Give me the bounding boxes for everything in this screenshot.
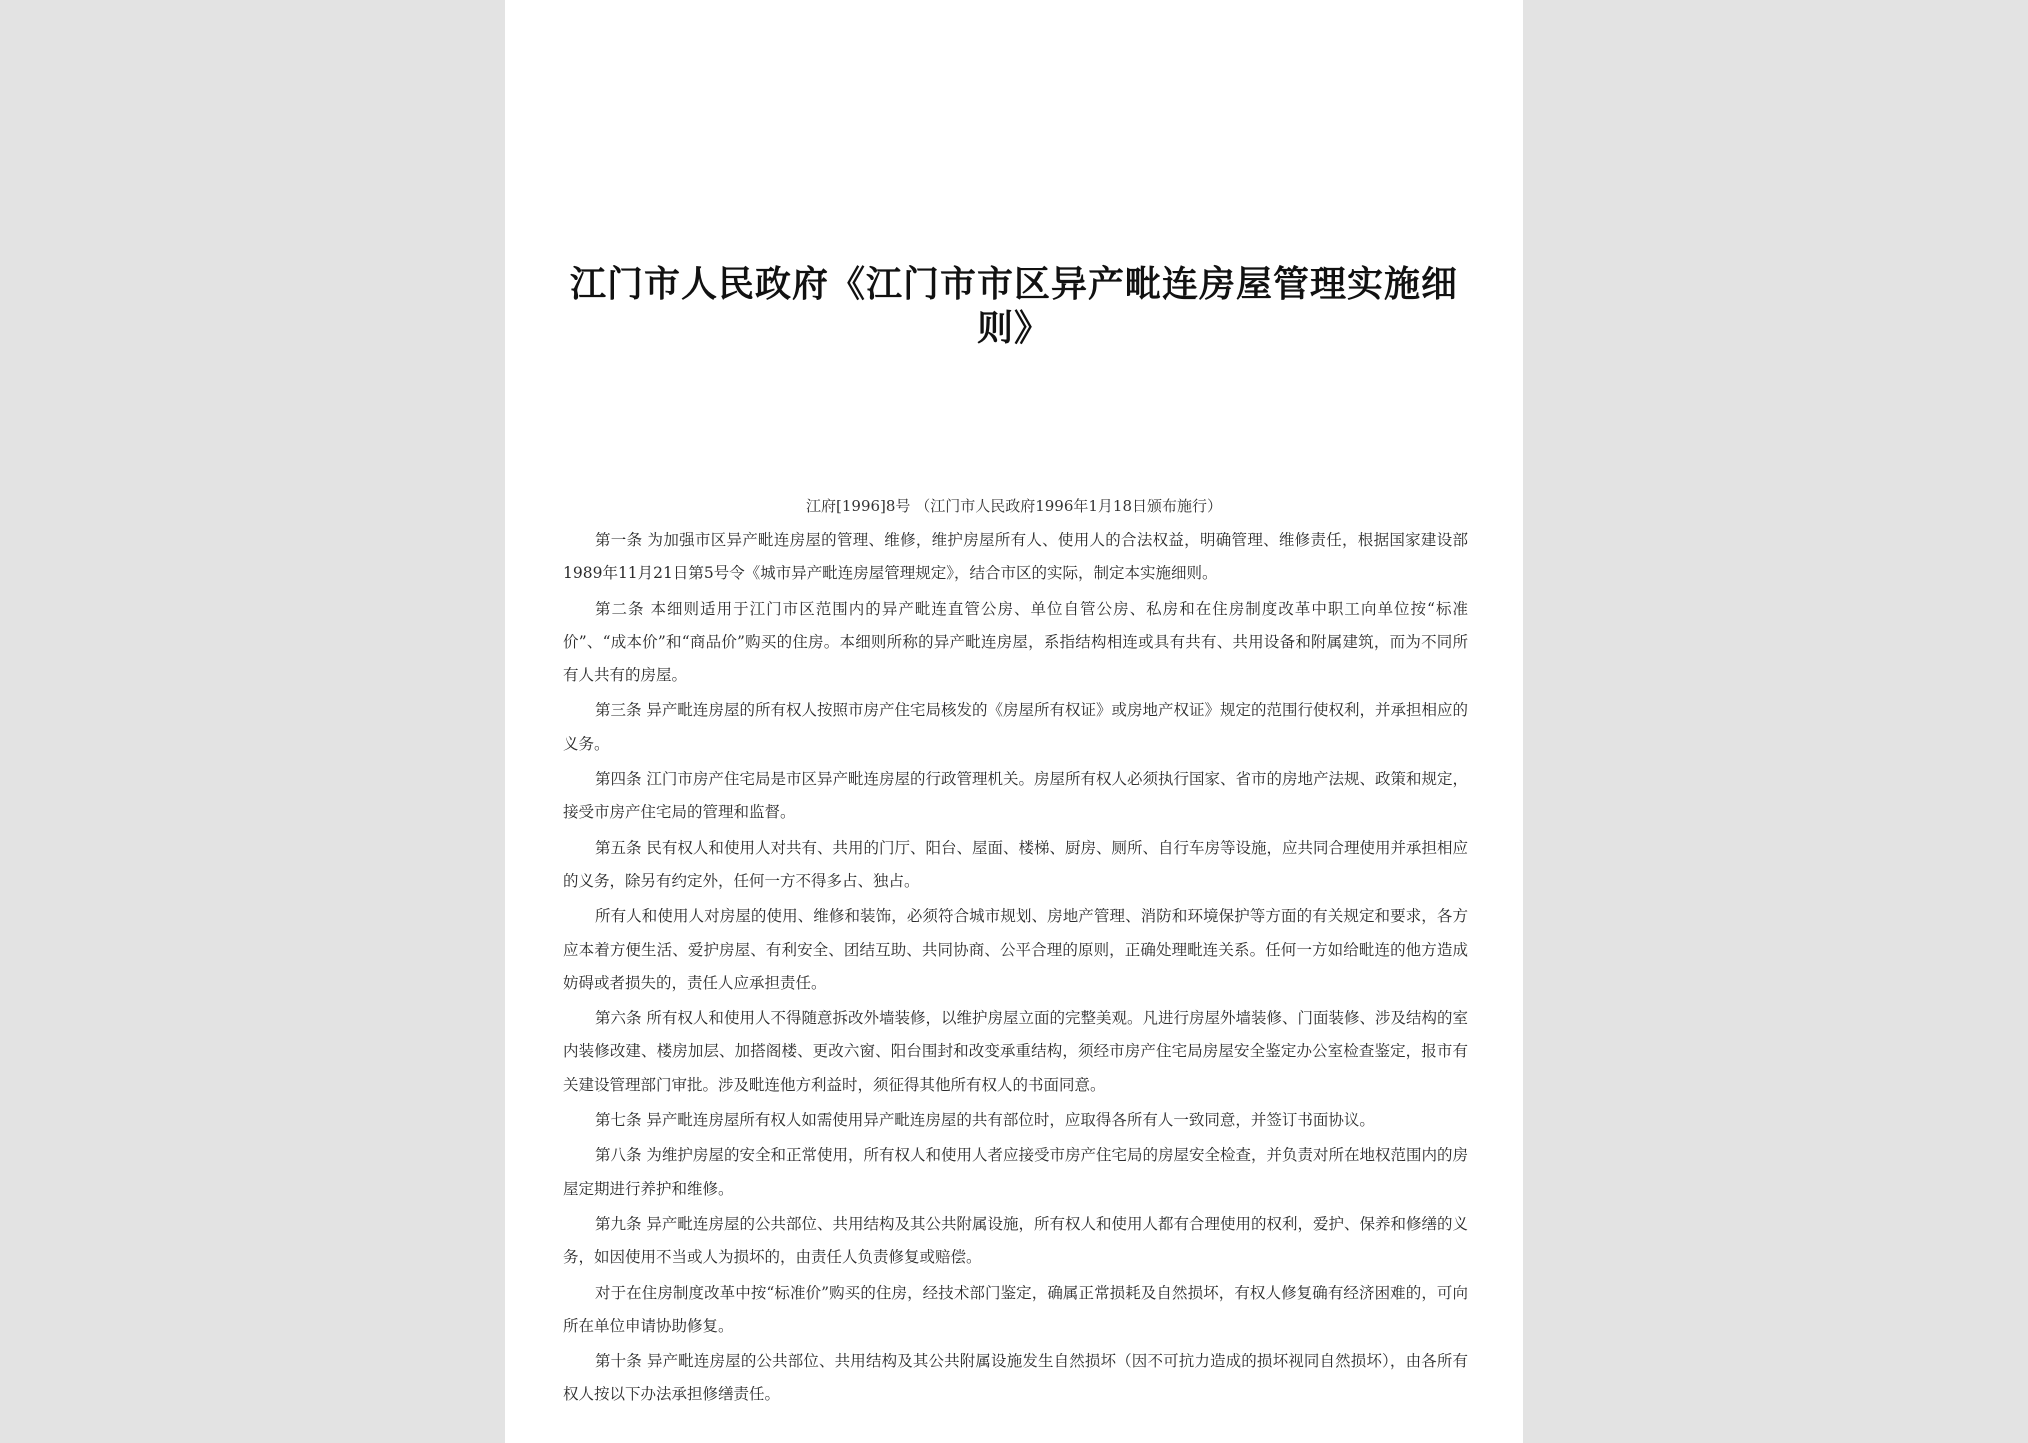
article-4: 第四条 江门市房产住宅局是市区异产毗连房屋的行政管理机关。房屋所有权人必须执行国家、省市的房地产法规、政策和规定，接受市房产住宅局的管理和监督。 bbox=[563, 770, 1468, 822]
document-reference: 江府[1996]8号 （江门市人民政府1996年1月18日颁布施行） bbox=[806, 497, 1222, 515]
article-9: 第九条 异产毗连房屋的公共部位、共用结构及其公共附属设施，所有权人和使用人都有合理使用的权利，爱护、保养和修缮的义务，如因使用不当或人为损坏的，由责任人负责修复或赔偿。 bbox=[563, 1214, 1468, 1267]
article-8: 第八条 为维护房屋的安全和正常使用，所有权人和使用人者应接受市房产住宅局的房屋安全检查，并负责对所在地权范围内的房屋定期进行养护和维修。 bbox=[563, 1146, 1468, 1198]
article-7: 第七条 异产毗连房屋所有权人如需使用异产毗连房屋的共有部位时，应取得各所有人一致同意，并签订书面协议。 bbox=[595, 1111, 1375, 1130]
article-2: 第二条 本细则适用于江门市区范围内的异产毗连直管公房、单位自管公房、私房和在住房制度改革中职工向单位按“标准价”、“成本价”和“商品价”购买的住房。本细则所称的异产毗连房屋，系指结构相连或具有共有、共用设备和附属建筑，而为不同所有人共有的房屋。 bbox=[563, 599, 1468, 685]
article-6: 第六条 所有权人和使用人不得随意拆改外墙装修，以维护房屋立面的完整美观。凡进行房屋外墙装修、门面装修、涉及结构的室内装修改建、楼房加层、加搭阁楼、更改六窗、阳台围封和改变承重结构，须经市房产住宅局房屋安全鉴定办公室检查鉴定，报市有关建设管理部门审批。涉及毗连他方利益时，须征得其他所有权人的书面同意。 bbox=[563, 1009, 1468, 1094]
article-5-continued: 所有人和使用人对房屋的使用、维修和装饰，必须符合城市规划、房地产管理、消防和环境保护等方面的有关规定和要求，各方应本着方便生活、爱护房屋、有利安全、团结互助、共同协商、公平合理的原则，正确处理毗连关系。任何一方如给毗连的他方造成妨碍或者损失的，责任人应承担责任。 bbox=[563, 907, 1468, 992]
document-title: 江门市人民政府《江门市市区异产毗连房屋管理实施细则》 bbox=[569, 263, 1458, 349]
article-10: 第十条 异产毗连房屋的公共部位、共用结构及其公共附属设施发生自然损坏（因不可抗力造成的损坏视同自然损坏），由各所有权人按以下办法承担修缮责任。 bbox=[563, 1352, 1468, 1404]
article-9-continued: 对于在住房制度改革中按“标准价”购买的住房，经技术部门鉴定，确属正常损耗及自然损坏，有权人修复确有经济困难的，可向所在单位申请协助修复。 bbox=[563, 1283, 1468, 1335]
document-page bbox=[505, 0, 1523, 1443]
article-1: 第一条 为加强市区异产毗连房屋的管理、维修，维护房屋所有人、使用人的合法权益，明确管理、维修责任，根据国家建设部1989年11月21日第5号令《城市异产毗连房屋管理规定》，结合市区的实际，制定本实施细则。 bbox=[563, 531, 1468, 583]
article-3: 第三条 异产毗连房屋的所有权人按照市房产住宅局核发的《房屋所有权证》或房地产权证》规定的范围行使权利，并承担相应的义务。 bbox=[563, 701, 1468, 753]
article-5: 第五条 民有权人和使用人对共有、共用的门厅、阳台、屋面、楼梯、厨房、厕所、自行车房等设施，应共同合理使用并承担相应的义务，除另有约定外，任何一方不得多占、独占。 bbox=[563, 838, 1468, 890]
document-body bbox=[563, 524, 1468, 1414]
